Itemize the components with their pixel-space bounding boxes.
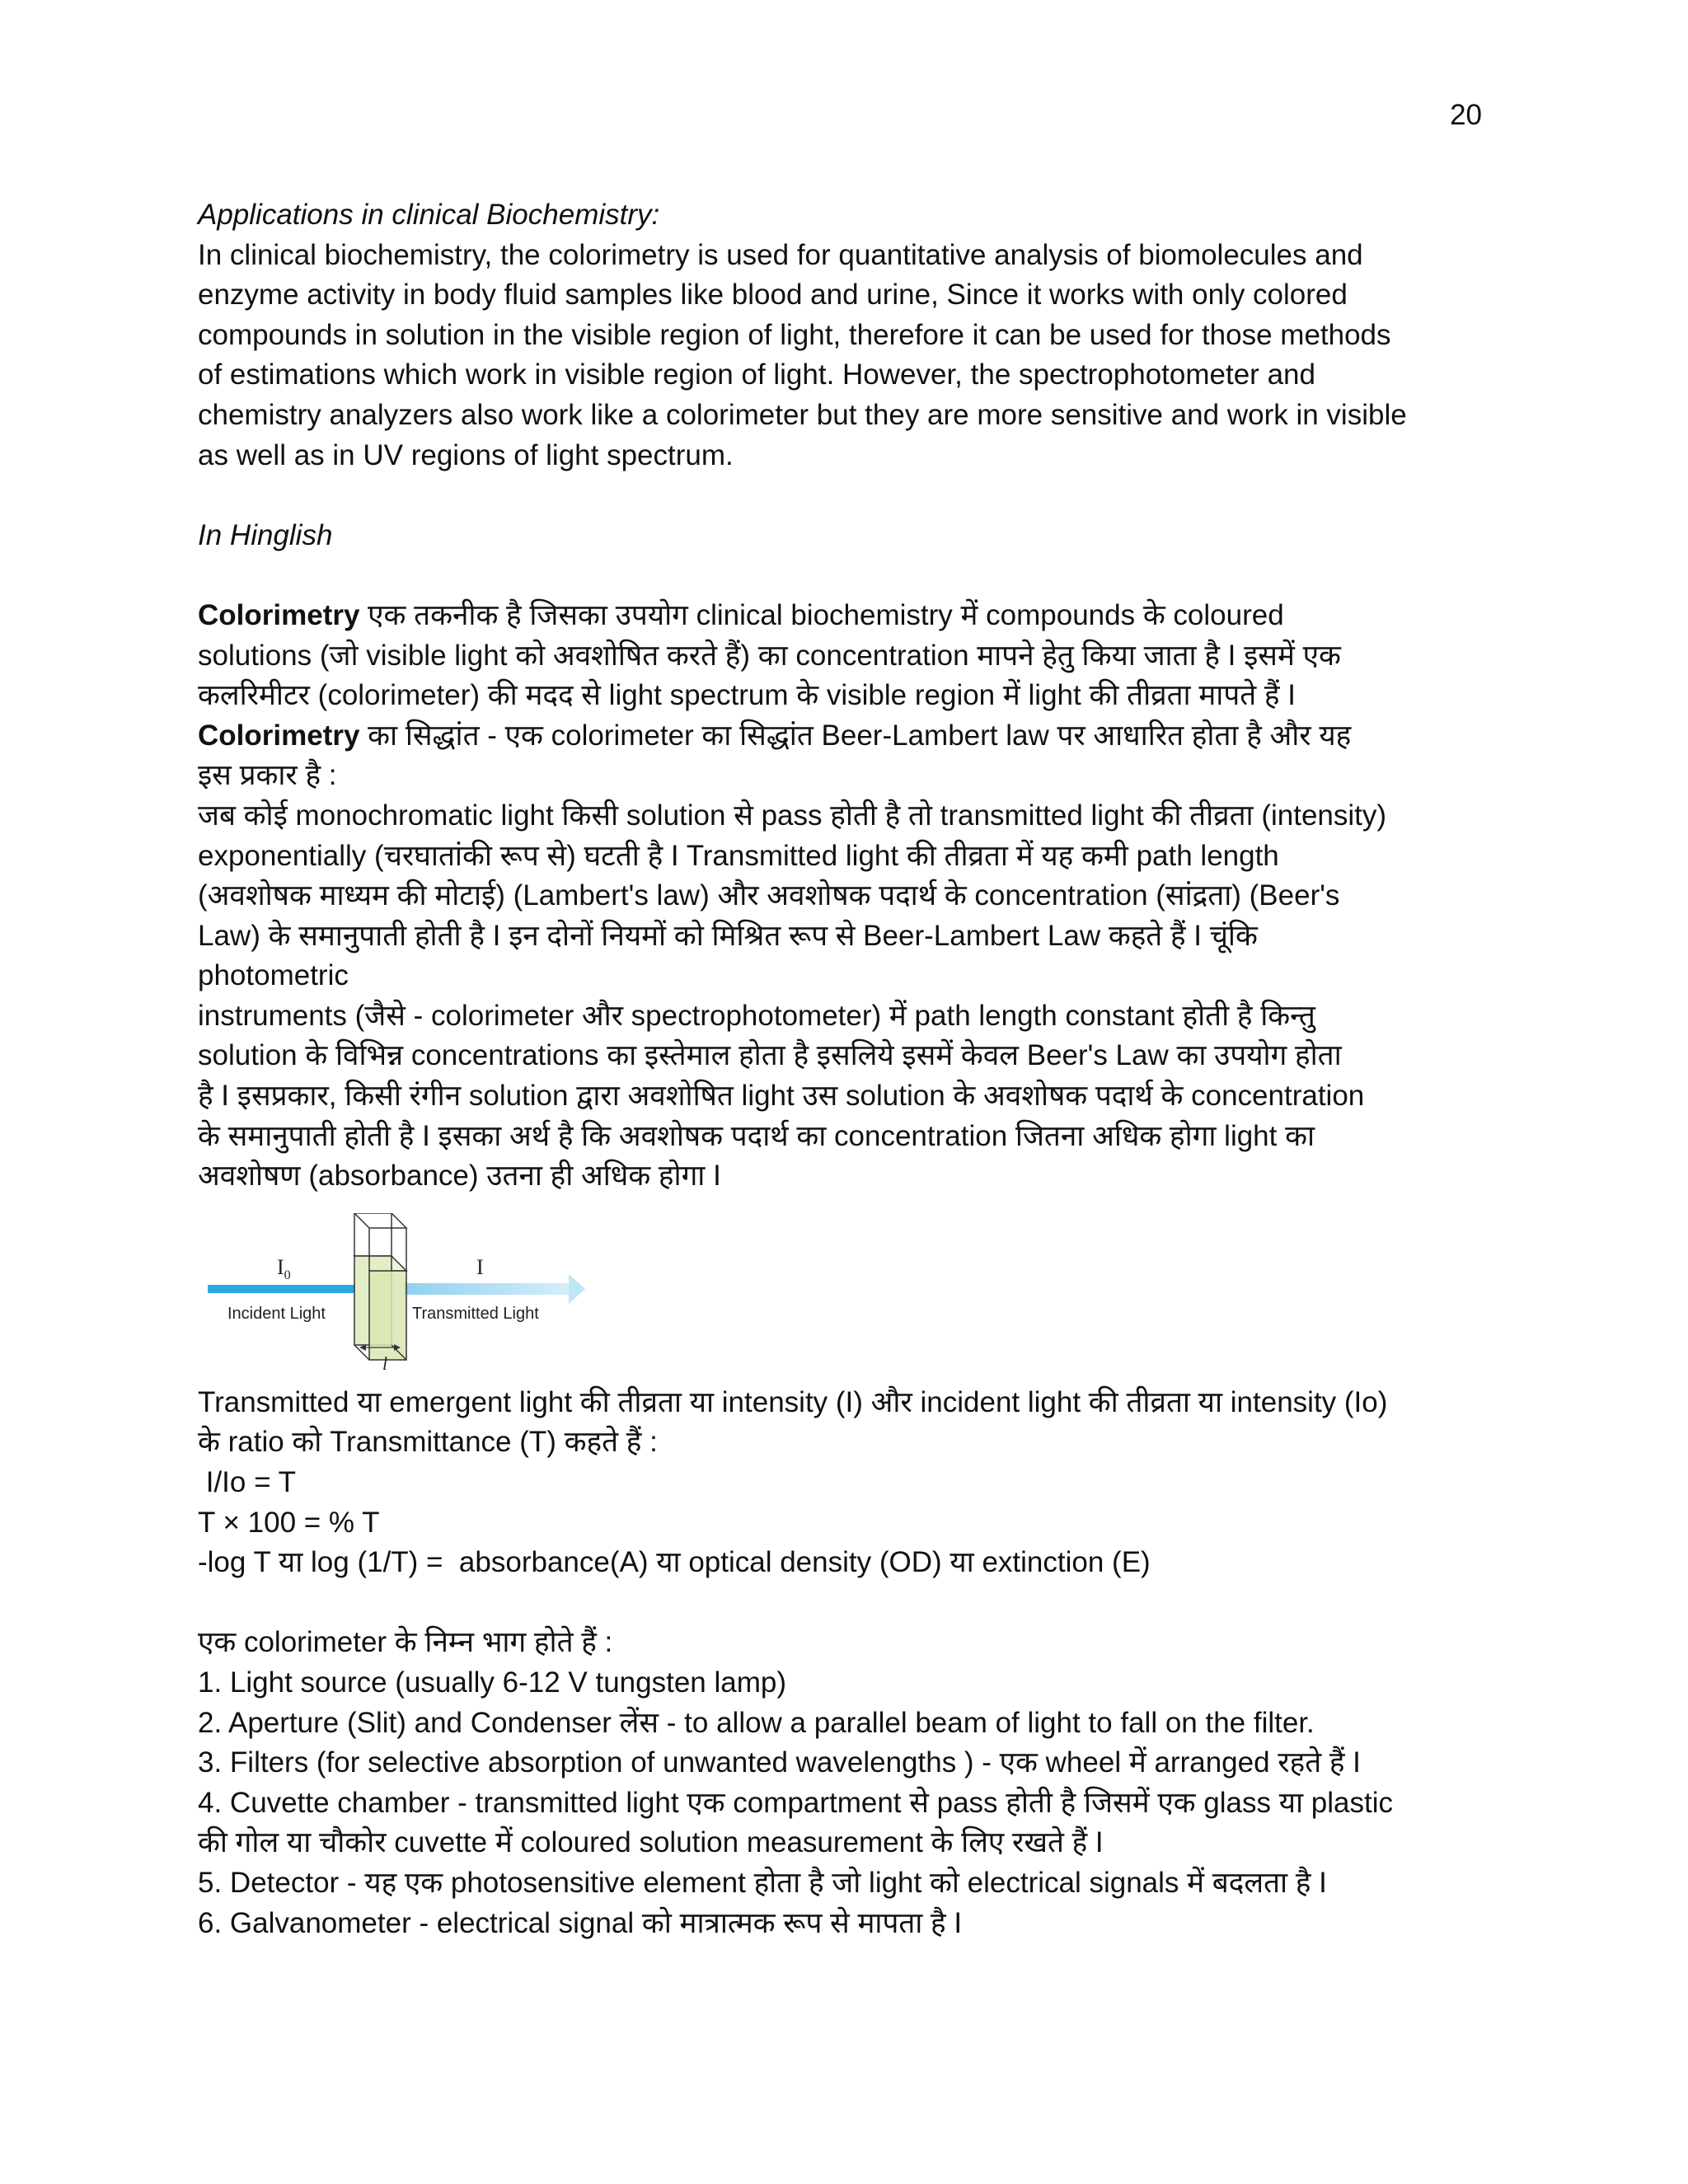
arrow-head-icon [569, 1274, 585, 1304]
page-body [198, 195, 1492, 1943]
hinglish-line: Law) के समानुपाती होती है I इन दोनों नियमों को मिश्रित रूप से Beer-Lambert Law कहते हैं I चूंकि [198, 919, 1258, 952]
transmitted-light-label: Transmitted Light [412, 1304, 539, 1323]
applications-heading: Applications in clinical Biochemistry: [198, 199, 660, 231]
parts-list-item: 1. Light source (usually 6-12 V tungsten lamp) [198, 1666, 786, 1699]
hinglish-line: कलरिमीटर (colorimeter) की मदद से light spectrum के visible region में light की तीव्रता मापते हैं I [198, 679, 1296, 712]
applications-line: In clinical biochemistry, the colorimetry is used for quantitative analysis of biomolecules and [198, 238, 1363, 271]
hinglish-line: के समानुपाती होती है I इसका अर्थ है कि अवशोषक पदार्थ का concentration जितना अधिक होगा light का [198, 1119, 1315, 1152]
hinglish-line: instruments (जैसे - colorimeter और spectrophotometer) में path length constant होती है किन्तु [198, 999, 1315, 1032]
incident-beam [208, 1285, 364, 1293]
beer-lambert-diagram [198, 1213, 610, 1370]
hinglish-line: (अवशोषक माध्यम की मोटाई) (Lambert's law) और अवशोषक पदार्थ के concentration (सांद्रता) (Beer's [198, 879, 1340, 912]
hinglish-line: जब कोई monochromatic light किसी solution से pass होती है तो transmitted light की तीव्रता (intensity) [198, 799, 1387, 832]
applications-line: compounds in solution in the visible region of light, therefore it can be used for those methods [198, 318, 1391, 351]
hinglish-line [198, 716, 1492, 757]
parts-list-item: 4. Cuvette chamber - transmitted light एक compartment से pass होती है जिसमें एक glass या plastic [198, 1786, 1394, 1819]
i-label: I [476, 1254, 484, 1279]
parts-list-item: 3. Filters (for selective absorption of unwanted wavelengths ) - एक wheel में arranged रहते हैं I [198, 1746, 1361, 1779]
hinglish-line: solutions (जो visible light को अवशोषित करते हैं) का concentration मापने हेतु किया जाता है I इसमें एक [198, 639, 1341, 672]
applications-line: of estimations which work in visible region of light. However, the spectrophotometer and [198, 359, 1315, 391]
paragraph-gap [198, 1583, 1492, 1624]
parts-list-item: की गोल या चौकोर cuvette में coloured solution measurement के लिए रखते हैं I [198, 1826, 1104, 1859]
hinglish-line: photometric [198, 959, 349, 992]
path-length-label: l [382, 1352, 388, 1370]
formula-line: I/Io = T [198, 1466, 296, 1499]
paragraph-gap [198, 476, 1492, 516]
parts-intro: एक colorimeter के निम्न भाग होते हैं : [198, 1626, 613, 1659]
applications-line: as well as in UV regions of light spectrum. [198, 438, 734, 471]
hinglish-line: solution के विभिन्न concentrations का इस्तेमाल होता है इसलिये इसमें केवल Beer's Law का उपयोग होता [198, 1039, 1342, 1072]
applications-line: chemistry analyzers also work like a colorimeter but they are more sensitive and work in visible [198, 398, 1407, 431]
applications-line: enzyme activity in body fluid samples like blood and urine, Since it works with only colored [198, 279, 1348, 312]
term-bold: Colorimetry [198, 719, 360, 752]
transmittance-line: Transmitted या emergent light की तीव्रता या intensity (I) और incident light की तीव्रता या intensity (Io) [198, 1385, 1388, 1418]
parts-list-item: 2. Aperture (Slit) and Condenser लेंस - to allow a parallel beam of light to fall on the filter. [198, 1706, 1315, 1739]
i0-label: $I_0$ [277, 1254, 291, 1282]
parts-list-item: 5. Detector - यह एक photosensitive element होता है जो light को electrical signals में बदलता है I [198, 1866, 1327, 1899]
hinglish-line: है I इसप्रकार, किसी रंगीन solution द्वारा अवशोषित light उस solution के अवशोषक पदार्थ के concentration [198, 1080, 1365, 1113]
transmitted-beam [404, 1283, 569, 1295]
transmittance-line: के ratio को Transmittance (T) कहते हैं : [198, 1426, 658, 1459]
formula-line: -log T या log (1/T) = absorbance(A) या optical density (OD) या extinction (E) [198, 1546, 1151, 1579]
hinglish-heading: In Hinglish [198, 518, 333, 551]
hinglish-text: का सिद्धांत - एक colorimeter का सिद्धांत Beer-Lambert law पर आधारित होता है और यह [359, 719, 1352, 752]
cuvette [354, 1213, 406, 1360]
term-bold: Colorimetry [198, 598, 360, 631]
hinglish-line: अवशोषण (absorbance) उतना ही अधिक होगा I [198, 1160, 721, 1193]
hinglish-line [198, 596, 1492, 636]
hinglish-line: exponentially (चरघातांकी रूप से) घटती है I Transmitted light की तीव्रता में यह कमी path length [198, 839, 1279, 872]
hinglish-text: एक तकनीक है जिसका उपयोग clinical biochemistry में compounds के coloured [359, 598, 1284, 631]
hinglish-line: इस प्रकार है : [198, 759, 337, 792]
incident-light-label: Incident Light [227, 1304, 326, 1323]
page-number: 20 [1450, 99, 1482, 131]
formula-line: T × 100 = % T [198, 1506, 380, 1539]
paragraph-gap [198, 555, 1492, 596]
parts-list-item: 6. Galvanometer - electrical signal को मात्रात्मक रूप से मापता है I [198, 1906, 963, 1939]
